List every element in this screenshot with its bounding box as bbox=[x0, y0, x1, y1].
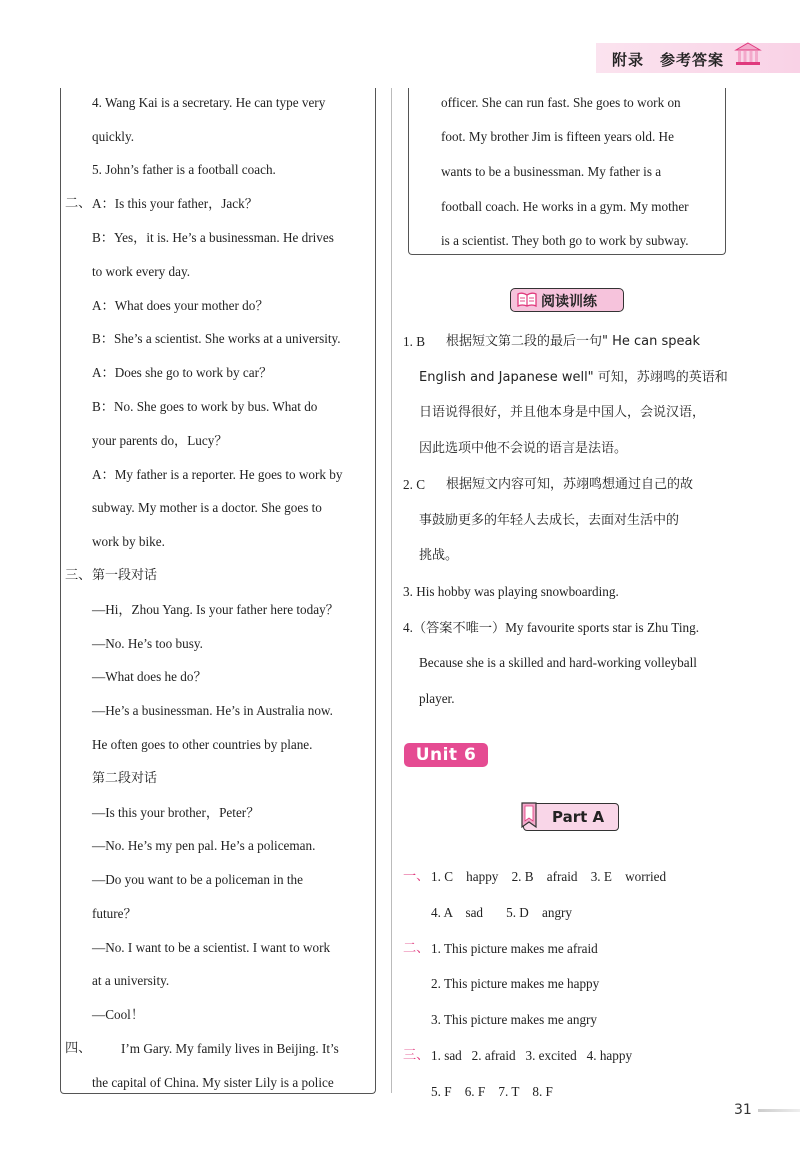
header-section: 附录 bbox=[612, 51, 645, 69]
answer-line: 4. A sad 5. D angry bbox=[431, 905, 573, 920]
dialog-line: —Hi，Zhou Yang. Is your father here today？ bbox=[92, 602, 339, 617]
section-two-label-right: 二、 bbox=[403, 941, 430, 956]
dialog-line: —Do you want to be a policeman in the bbox=[92, 872, 303, 887]
answer-line: 3. His hobby was playing snowboarding. bbox=[403, 584, 619, 599]
dialog-line: —He’s a businessman. He’s in Australia now. bbox=[92, 703, 333, 718]
explanation-line: 挑战。 bbox=[419, 548, 459, 563]
dialog-line: B：Yes，it is. He’s a businessman. He drives bbox=[92, 230, 334, 245]
paragraph-line: the capital of China. My sister Lily is a police bbox=[92, 1075, 334, 1090]
dialog-line: future？ bbox=[92, 906, 137, 921]
explanation-line: 根据短文内容可知，苏翊鸣想通过自己的故 bbox=[446, 477, 694, 492]
paragraph-line: officer. She can run fast. She goes to work on bbox=[441, 95, 681, 110]
paragraph-line: wants to be a businessman. My father is a bbox=[441, 164, 662, 179]
unit-heading: Unit 6 bbox=[404, 743, 488, 767]
paragraph-line: football coach. He works in a gym. My mother bbox=[441, 199, 689, 214]
dialog-line: your parents do，Lucy？ bbox=[92, 433, 228, 448]
open-book-icon bbox=[517, 292, 537, 307]
dialog-line: —Is this your brother，Peter？ bbox=[92, 805, 260, 820]
dialog-line: subway. My mother is a doctor. She goes to bbox=[92, 500, 322, 515]
section-two-label: 二、 bbox=[65, 196, 92, 211]
explanation-line: 因此选项中他不会说的语言是法语。 bbox=[419, 441, 628, 456]
dialog-line: A：My father is a reporter. He goes to work by bbox=[92, 467, 343, 482]
column-divider bbox=[391, 88, 392, 1093]
answer-line: 1. This picture makes me afraid bbox=[431, 941, 598, 956]
section-three-label: 三、 bbox=[65, 568, 92, 583]
text-line: quickly. bbox=[92, 129, 134, 144]
bookmark-flag-icon bbox=[518, 801, 542, 833]
dialog-line: —No. He’s too busy. bbox=[92, 636, 203, 651]
paragraph-line: I’m Gary. My family lives in Beijing. It’s bbox=[121, 1041, 339, 1056]
dialog-line: work by bike. bbox=[92, 534, 165, 549]
dialog-line: —Cool！ bbox=[92, 1007, 145, 1022]
explanation-line: 根据短文第二段的最后一句" He can speak bbox=[446, 334, 701, 349]
subsection-title: 第二段对话 bbox=[92, 771, 158, 786]
dialog-line: He often goes to other countries by plane. bbox=[92, 737, 313, 752]
answer-line: 1. sad 2. afraid 3. excited 4. happy bbox=[431, 1048, 633, 1063]
dialog-line: —No. I want to be a scientist. I want to work bbox=[92, 940, 331, 955]
answer-number: 1. B bbox=[403, 334, 425, 349]
dialog-line: —What does he do？ bbox=[92, 669, 207, 684]
answer-line: 4.（答案不唯一）My favourite sports star is Zhu Ting. bbox=[403, 620, 699, 635]
dialog-line: A：What does your mother do？ bbox=[92, 298, 269, 313]
answer-line: 3. This picture makes me angry bbox=[431, 1012, 598, 1027]
answer-line: 1. C happy 2. B afraid 3. E worried bbox=[431, 869, 667, 884]
answer-line: player. bbox=[419, 691, 455, 706]
dialog-line: to work every day. bbox=[92, 264, 191, 279]
section-three-label-right: 三、 bbox=[403, 1048, 430, 1063]
dialog-line: at a university. bbox=[92, 973, 170, 988]
answer-line: Because she is a skilled and hard-working volleyball bbox=[419, 655, 697, 670]
header-answer-key: 参考答案 bbox=[660, 51, 725, 69]
text-line: 4. Wang Kai is a secretary. He can type very bbox=[92, 95, 326, 110]
reading-training-label: 阅读训练 bbox=[541, 294, 597, 310]
reading-training-badge bbox=[510, 288, 624, 312]
section-four-label: 四、 bbox=[65, 1041, 92, 1056]
explanation-line: English and Japanese well" 可知，苏翊鸣的英语和 bbox=[419, 370, 728, 385]
dialog-line: A：Does she go to work by car？ bbox=[92, 365, 273, 380]
text-line: 5. John’s father is a football coach. bbox=[92, 162, 276, 177]
paragraph-line: is a scientist. They both go to work by subway. bbox=[441, 233, 689, 248]
part-heading: Part A bbox=[552, 808, 605, 826]
answer-line: 2. This picture makes me happy bbox=[431, 976, 600, 991]
subsection-title: 第一段对话 bbox=[92, 568, 158, 583]
explanation-line: 日语说得很好，并且他本身是中国人，会说汉语， bbox=[419, 405, 706, 420]
answer-number: 2. C bbox=[403, 477, 425, 492]
explanation-line: 事鼓励更多的年轻人去成长，去面对生活中的 bbox=[419, 513, 680, 528]
part-heading-badge bbox=[523, 803, 619, 831]
temple-icon bbox=[734, 41, 762, 69]
dialog-line: B：She’s a scientist. She works at a university. bbox=[92, 331, 341, 346]
dialog-line: —No. He’s my pen pal. He’s a policeman. bbox=[92, 838, 316, 853]
dialog-line: A：Is this your father，Jack？ bbox=[92, 196, 258, 211]
header-title bbox=[612, 49, 724, 70]
answer-line: 5. F 6. F 7. T 8. F bbox=[431, 1084, 553, 1099]
page-number: 31 bbox=[734, 1102, 752, 1118]
dialog-line: B：No. She goes to work by bus. What do bbox=[92, 399, 318, 414]
page-number-rule bbox=[758, 1109, 800, 1112]
paragraph-line: foot. My brother Jim is fifteen years old. He bbox=[441, 129, 674, 144]
section-one-label: 一、 bbox=[403, 869, 430, 884]
